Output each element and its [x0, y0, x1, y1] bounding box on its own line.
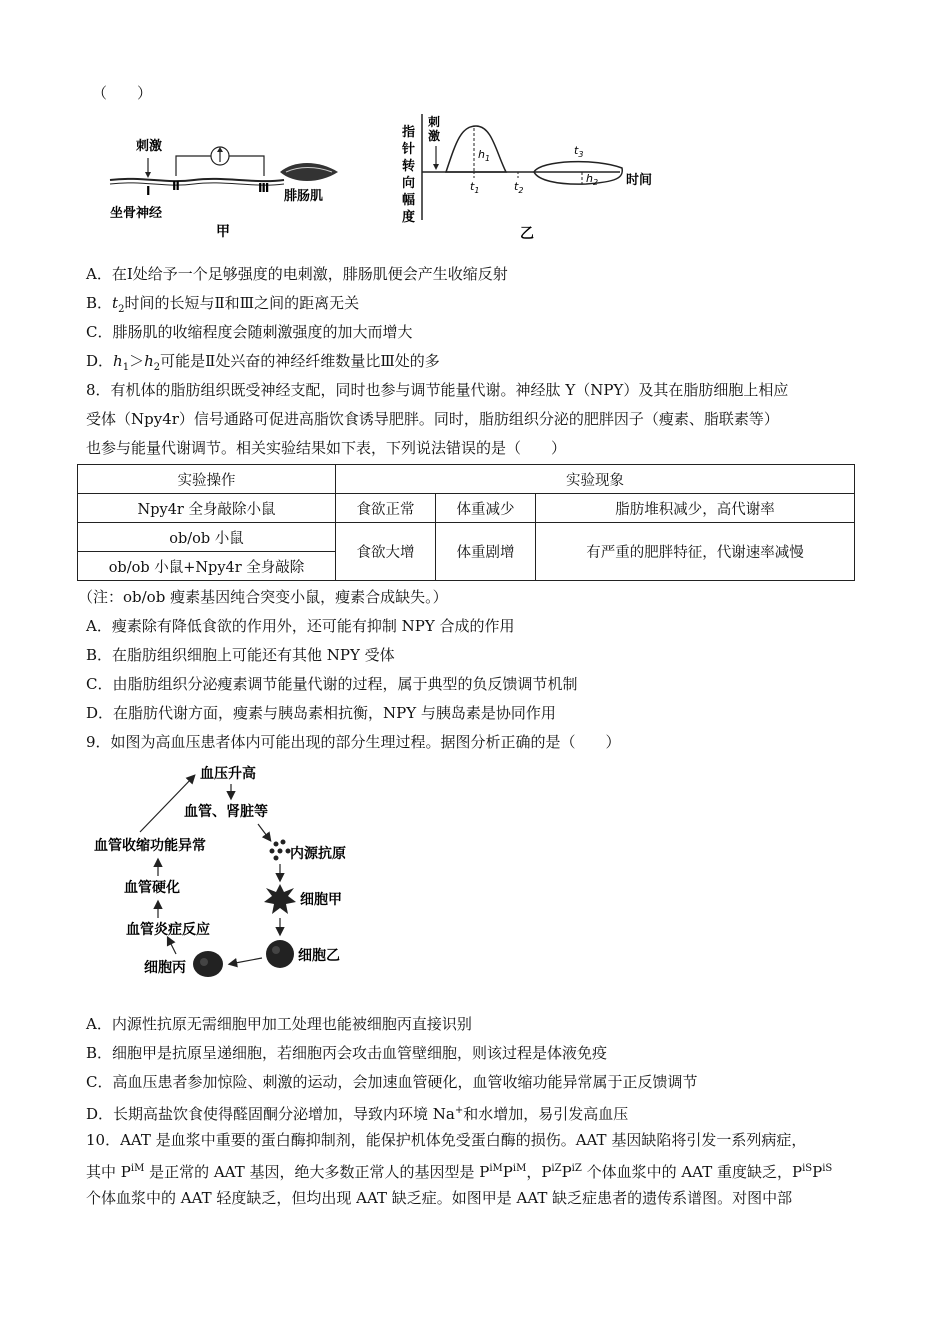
node-sclerosis: 血管硬化	[124, 880, 180, 896]
yi-ylabel-1: 针	[402, 142, 416, 157]
yi-xlabel: 时间	[626, 173, 653, 188]
node-cell-jia: 细胞甲	[300, 892, 342, 908]
figure-hypertension	[88, 758, 378, 988]
jia-pos1: Ⅰ	[146, 184, 151, 198]
yi-stimulus-1: 刺	[428, 115, 441, 129]
q9-stem: 9．如图为高血压患者体内可能出现的部分生理过程。据图分析正确的是（ ）	[86, 733, 621, 751]
yi-t1: $t_1$	[470, 180, 480, 195]
yi-h2: $h_2$	[586, 172, 599, 187]
jia-caption: 甲	[216, 224, 230, 240]
yi-stimulus-2: 激	[428, 129, 441, 143]
cell: 脂肪堆积减少，高代谢率	[536, 494, 855, 523]
q8-stem-3: 也参与能量代谢调节。相关实验结果如下表，下列说法错误的是（ ）	[86, 439, 567, 457]
experiment-table	[77, 464, 855, 581]
node-endogenous-antigen: 内源抗原	[290, 846, 346, 862]
q8-stem-1: 8．有机体的脂肪组织既受神经支配，同时也参与调节能量代谢。神经肽 Y（NPY）及其在脂肪细胞上相应	[86, 381, 789, 399]
q10-line-3: 个体血浆中的 AAT 轻度缺乏，但均出现 AAT 缺乏症。如图甲是 AAT 缺乏症患者的遗传系谱图。对图中部	[86, 1189, 793, 1207]
q8-option-d: D．在脂肪代谢方面，瘦素与胰岛素相抗衡，NPY 与胰岛素是协同作用	[86, 704, 556, 722]
cell: Npy4r 全身敲除小鼠	[78, 494, 336, 523]
node-cell-bing: 细胞丙	[144, 960, 186, 976]
cell: 有严重的肥胖特征，代谢速率减慢	[536, 523, 855, 581]
table-row	[78, 494, 855, 523]
node-inflammation: 血管炎症反应	[126, 922, 210, 938]
jia-pos3: Ⅲ	[258, 181, 270, 195]
q7-option-d: D．$h_1>h_2$可能是Ⅱ处兴奋的神经纤维数量比Ⅲ处的多	[86, 352, 440, 373]
yi-t3: $t_3$	[574, 144, 584, 159]
q9-option-d: D．长期高盐饮食使得醛固酮分泌增加，导致内环境 Na+和水增加，易引发高血压	[86, 1105, 629, 1123]
figure-jia	[104, 132, 344, 242]
yi-t2: $t_2$	[514, 180, 524, 195]
q9-option-b: B．细胞甲是抗原呈递细胞，若细胞丙会攻击血管壁细胞，则该过程是体液免疫	[86, 1044, 608, 1062]
node-cell-yi: 细胞乙	[298, 948, 340, 964]
header-phenomenon: 实验现象	[336, 465, 855, 494]
yi-ylabel-4: 幅	[402, 193, 416, 208]
q8-stem-2: 受体（Npy4r）信号通路可促进高脂饮食诱导肥胖。同时，脂肪组织分泌的肥胖因子（瘦素、脂联素等）	[86, 410, 779, 428]
q8-option-a: A．瘦素除有降低食欲的作用外，还可能有抑制 NPY 合成的作用	[86, 617, 515, 635]
q10-line-2: 其中 $P^{iM}$ 是正常的 AAT 基因，绝大多数正常人的基因型是 $P^{iM}P^{iM}$，$P^{iZ}P^{iZ}$ 个体血浆中的 AAT 重度缺乏，$P^{iS}P^{iS}$	[86, 1163, 833, 1181]
cell: ob/ob 小鼠	[78, 523, 336, 552]
q8-option-c: C．由脂肪组织分泌瘦素调节能量代谢的过程，属于典型的负反馈调节机制	[86, 675, 578, 693]
jia-pos2: Ⅱ	[172, 179, 180, 193]
yi-ylabel-2: 转	[402, 159, 416, 174]
q7-option-c: C．腓肠肌的收缩程度会随刺激强度的加大而增大	[86, 323, 413, 341]
cell: 食欲大增	[336, 523, 436, 581]
cell: 食欲正常	[336, 494, 436, 523]
q8-note: （注：ob/ob 瘦素基因纯合突变小鼠，瘦素合成缺失。）	[78, 588, 448, 606]
yi-ylabel-3: 向	[402, 176, 416, 191]
table-row	[78, 523, 855, 552]
node-vessel-kidney: 血管、肾脏等	[184, 804, 268, 820]
table-header-row	[78, 465, 855, 494]
q9-option-a: A．内源性抗原无需细胞甲加工处理也能被细胞丙直接识别	[86, 1015, 472, 1033]
yi-ylabel-5: 度	[402, 210, 416, 225]
q7-option-a: A．在Ⅰ处给予一个足够强度的电刺激，腓肠肌便会产生收缩反射	[86, 265, 508, 283]
q10-line-1: 10．AAT 是血浆中重要的蛋白酶抑制剂，能保护机体免受蛋白酶的损伤。AAT 基因缺陷将引发一系列病症，	[86, 1131, 807, 1149]
yi-caption: 乙	[520, 226, 534, 242]
jia-stimulus: 刺激	[136, 139, 163, 154]
cell: 体重减少	[436, 494, 536, 523]
node-constriction-abnormal: 血管收缩功能异常	[94, 838, 206, 854]
q9-option-c: C．高血压患者参加惊险、刺激的运动，会加速血管硬化，血管收缩功能异常属于正反馈调节	[86, 1073, 698, 1091]
q7-paren: （ ）	[92, 84, 153, 102]
jia-nerve: 坐骨神经	[110, 206, 163, 221]
yi-h1: $h_1$	[478, 148, 491, 163]
jia-muscle: 腓肠肌	[284, 189, 324, 204]
yi-ylabel-0: 指	[402, 125, 416, 140]
q8-option-b: B．在脂肪组织细胞上可能还有其他 NPY 受体	[86, 646, 395, 664]
figure-yi	[396, 112, 666, 244]
header-operation: 实验操作	[78, 465, 336, 494]
q7-option-b: B．$t_2$时间的长短与Ⅱ和Ⅲ之间的距离无关	[86, 294, 360, 315]
cell: 体重剧增	[436, 523, 536, 581]
cell: ob/ob 小鼠+Npy4r 全身敲除	[78, 552, 336, 581]
node-bp-rise: 血压升高	[200, 766, 256, 782]
